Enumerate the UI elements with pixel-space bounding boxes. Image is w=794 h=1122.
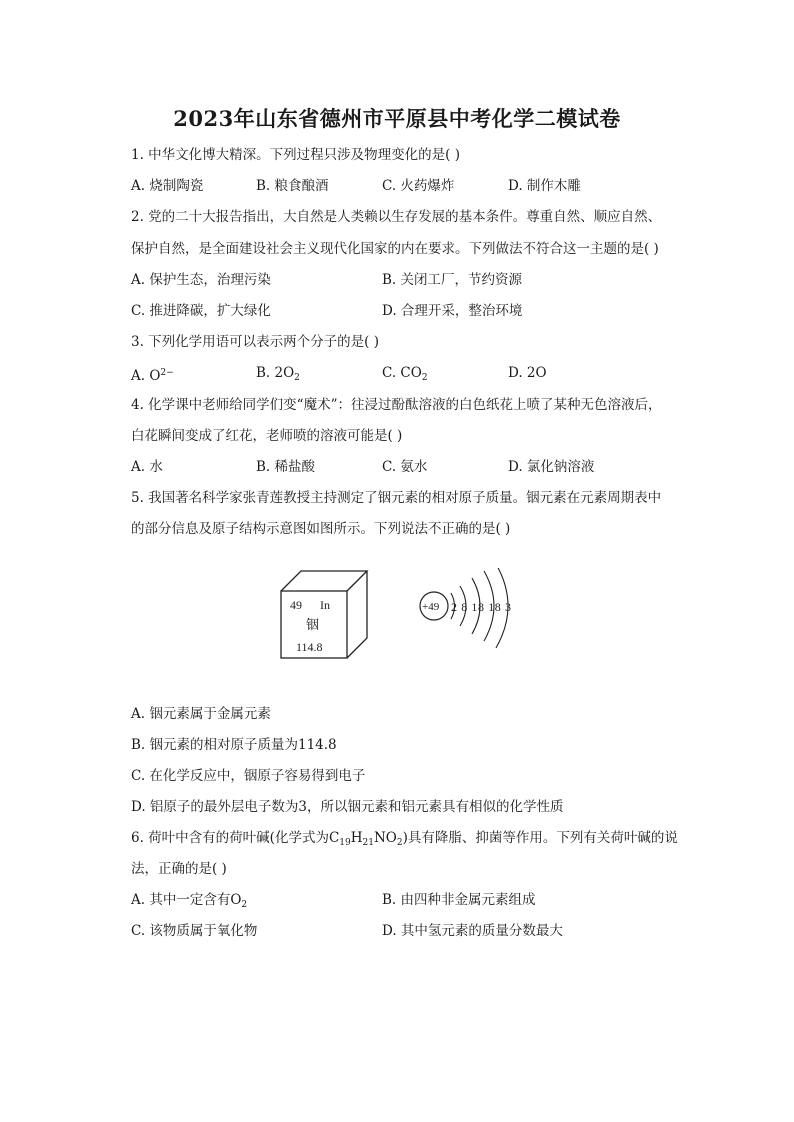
- q3-option-a: [131, 364, 174, 385]
- question-3-stem: 3. 下列化学用语可以表示两个分子的是( ): [131, 334, 379, 350]
- nucleus-charge: +49: [422, 601, 440, 613]
- question-2-stem-line2: 保护自然，是全面建设社会主义现代化国家的内在要求。下列做法不符合这一主题的是( ): [131, 241, 659, 257]
- q3-option-b: [256, 364, 300, 387]
- q2-option-d: D. 合理开采，整治环境: [382, 303, 523, 319]
- q1-option-d: D. 制作木雕: [508, 178, 581, 194]
- q4-option-c: C. 氨水: [382, 459, 428, 475]
- q3-a-text: A. O: [131, 368, 161, 384]
- question-1-stem: 1. 中华文化博大精深。下列过程只涉及物理变化的是( ): [131, 147, 460, 163]
- q6-sub-c: 19: [339, 838, 351, 848]
- q6-option-d: D. 其中氢元素的质量分数最大: [382, 923, 563, 939]
- q6-sub-o: 2: [396, 838, 403, 848]
- q1-option-a: A. 烧制陶瓷: [131, 178, 204, 194]
- q2-option-c: C. 推进降碳，扩大绿化: [131, 303, 271, 319]
- q3-option-c: [382, 364, 428, 387]
- q6-formula-no: NO: [373, 830, 397, 846]
- q1-option-b: B. 粮食酿酒: [256, 178, 329, 194]
- q6-option-c: C. 该物质属于氧化物: [131, 923, 258, 939]
- q5-option-b: B. 铟元素的相对原子质量为114.8: [131, 737, 337, 753]
- q4-option-b: B. 稀盐酸: [256, 459, 316, 475]
- page-title: 2023年山东省德州市平原县中考化学二模试卷: [173, 106, 621, 131]
- q5-option-a: A. 铟元素属于金属元素: [131, 706, 271, 722]
- q1-option-c: C. 火药爆炸: [382, 178, 455, 194]
- cell-side-face: [347, 571, 367, 658]
- question-6-stem-line1: [131, 829, 678, 852]
- q4-option-a: A. 水: [131, 459, 163, 475]
- q2-option-a: A. 保护生态，治理污染: [131, 272, 271, 288]
- q6-stem-start: 6. 荷叶中含有的荷叶碱(化学式为C: [131, 830, 340, 846]
- cell-atomic-number: 49: [290, 598, 302, 612]
- q5-option-d: D. 铝原子的最外层电子数为3，所以铟元素和铝元素具有相似的化学性质: [131, 799, 564, 815]
- periodic-cell: [281, 571, 367, 658]
- q5-option-c: C. 在化学反应中，铟原子容易得到电子: [131, 768, 366, 784]
- q6-a-text: A. 其中一定含有O: [131, 892, 242, 908]
- electron-counts: 2 8 18 18 3: [451, 600, 512, 614]
- q6-sub-h: 21: [362, 838, 374, 848]
- q3-b-text: B. 2O: [256, 365, 295, 381]
- cell-top-face: [281, 571, 367, 591]
- question-2-stem-line1: 2. 党的二十大报告指出，大自然是人类赖以生存发展的基本条件。尊重自然、顺应自然、: [131, 209, 662, 225]
- q6-formula-h: H: [350, 830, 363, 846]
- cell-atomic-mass: 114.8: [296, 640, 323, 654]
- question-6-stem-line2: 法，正确的是( ): [131, 861, 227, 877]
- cell-symbol: In: [320, 598, 330, 612]
- q6-option-b: B. 由四种非金属元素组成: [382, 892, 536, 908]
- q3-a-charge: 2−: [160, 368, 174, 378]
- q6-stem-end: )具有降脂、抑菌等作用。下列有关荷叶碱的说: [402, 830, 678, 846]
- q3-b-subscript: 2: [294, 373, 300, 383]
- q3-c-text: C. CO: [382, 365, 422, 381]
- q3-c-subscript: 2: [421, 373, 428, 383]
- q6-option-a: [131, 891, 247, 914]
- q2-option-b: B. 关闭工厂，节约资源: [382, 272, 523, 288]
- question-5-stem-line1: 5. 我国著名科学家张青莲教授主持测定了铟元素的相对原子质量。铟元素在元素周期表中: [131, 490, 662, 506]
- q4-option-d: D. 氯化钠溶液: [508, 459, 595, 475]
- cell-element-name: 铟: [306, 618, 320, 633]
- q6-a-subscript: 2: [241, 900, 248, 910]
- indium-diagram: [278, 568, 528, 668]
- question-4-stem-line2: 白花瞬间变成了红花，老师喷的溶液可能是( ): [131, 428, 403, 444]
- question-4-stem-line1: 4. 化学课中老师给同学们变“魔术”：往浸过酚酞溶液的白色纸花上喷了某种无色溶液后，: [131, 397, 662, 413]
- question-5-stem-line2: 的部分信息及原子结构示意图如图所示。下列说法不正确的是( ): [131, 521, 511, 537]
- q3-option-d: D. 2O: [508, 365, 547, 381]
- indium-figure: [278, 568, 528, 668]
